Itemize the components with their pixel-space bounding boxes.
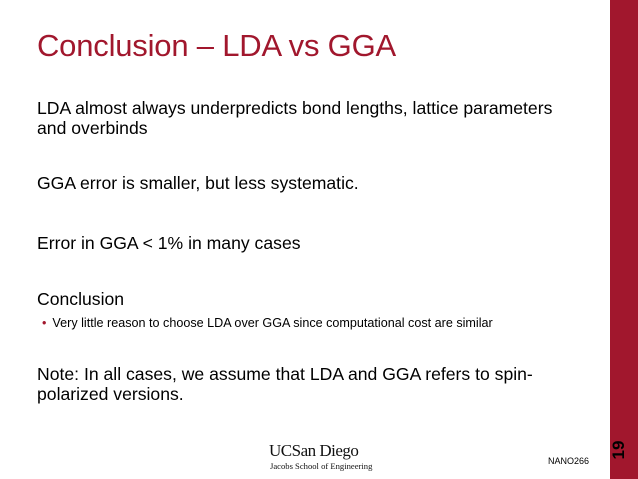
bullet-1: LDA almost always underpredicts bond lengths, lattice parameters and overbinds [37,98,553,138]
course-code: NANO266 [548,456,590,466]
sub-bullet-text: Very little reason to choose LDA over GGA since computational cost are similar [52,316,493,330]
bullet-2: GGA error is smaller, but less systematic. [37,173,359,193]
logo-main-text: UCSan Diego [269,441,359,460]
accent-sidebar [610,0,638,479]
logo-sub-text: Jacobs School of Engineering [270,461,373,471]
bullet-5: Note: In all cases, we assume that LDA and GGA refers to spin-polarized versions. [37,364,533,404]
bullet-3: Error in GGA < 1% in many cases [37,233,301,253]
bullet-4: Conclusion [37,289,125,309]
slide-number: 19 [609,440,628,460]
bullet-dot-icon: • [42,316,47,330]
ucsd-logo [269,441,379,473]
slide-title: Conclusion – LDA vs GGA [37,28,396,63]
sub-bullet-1 [42,316,493,330]
